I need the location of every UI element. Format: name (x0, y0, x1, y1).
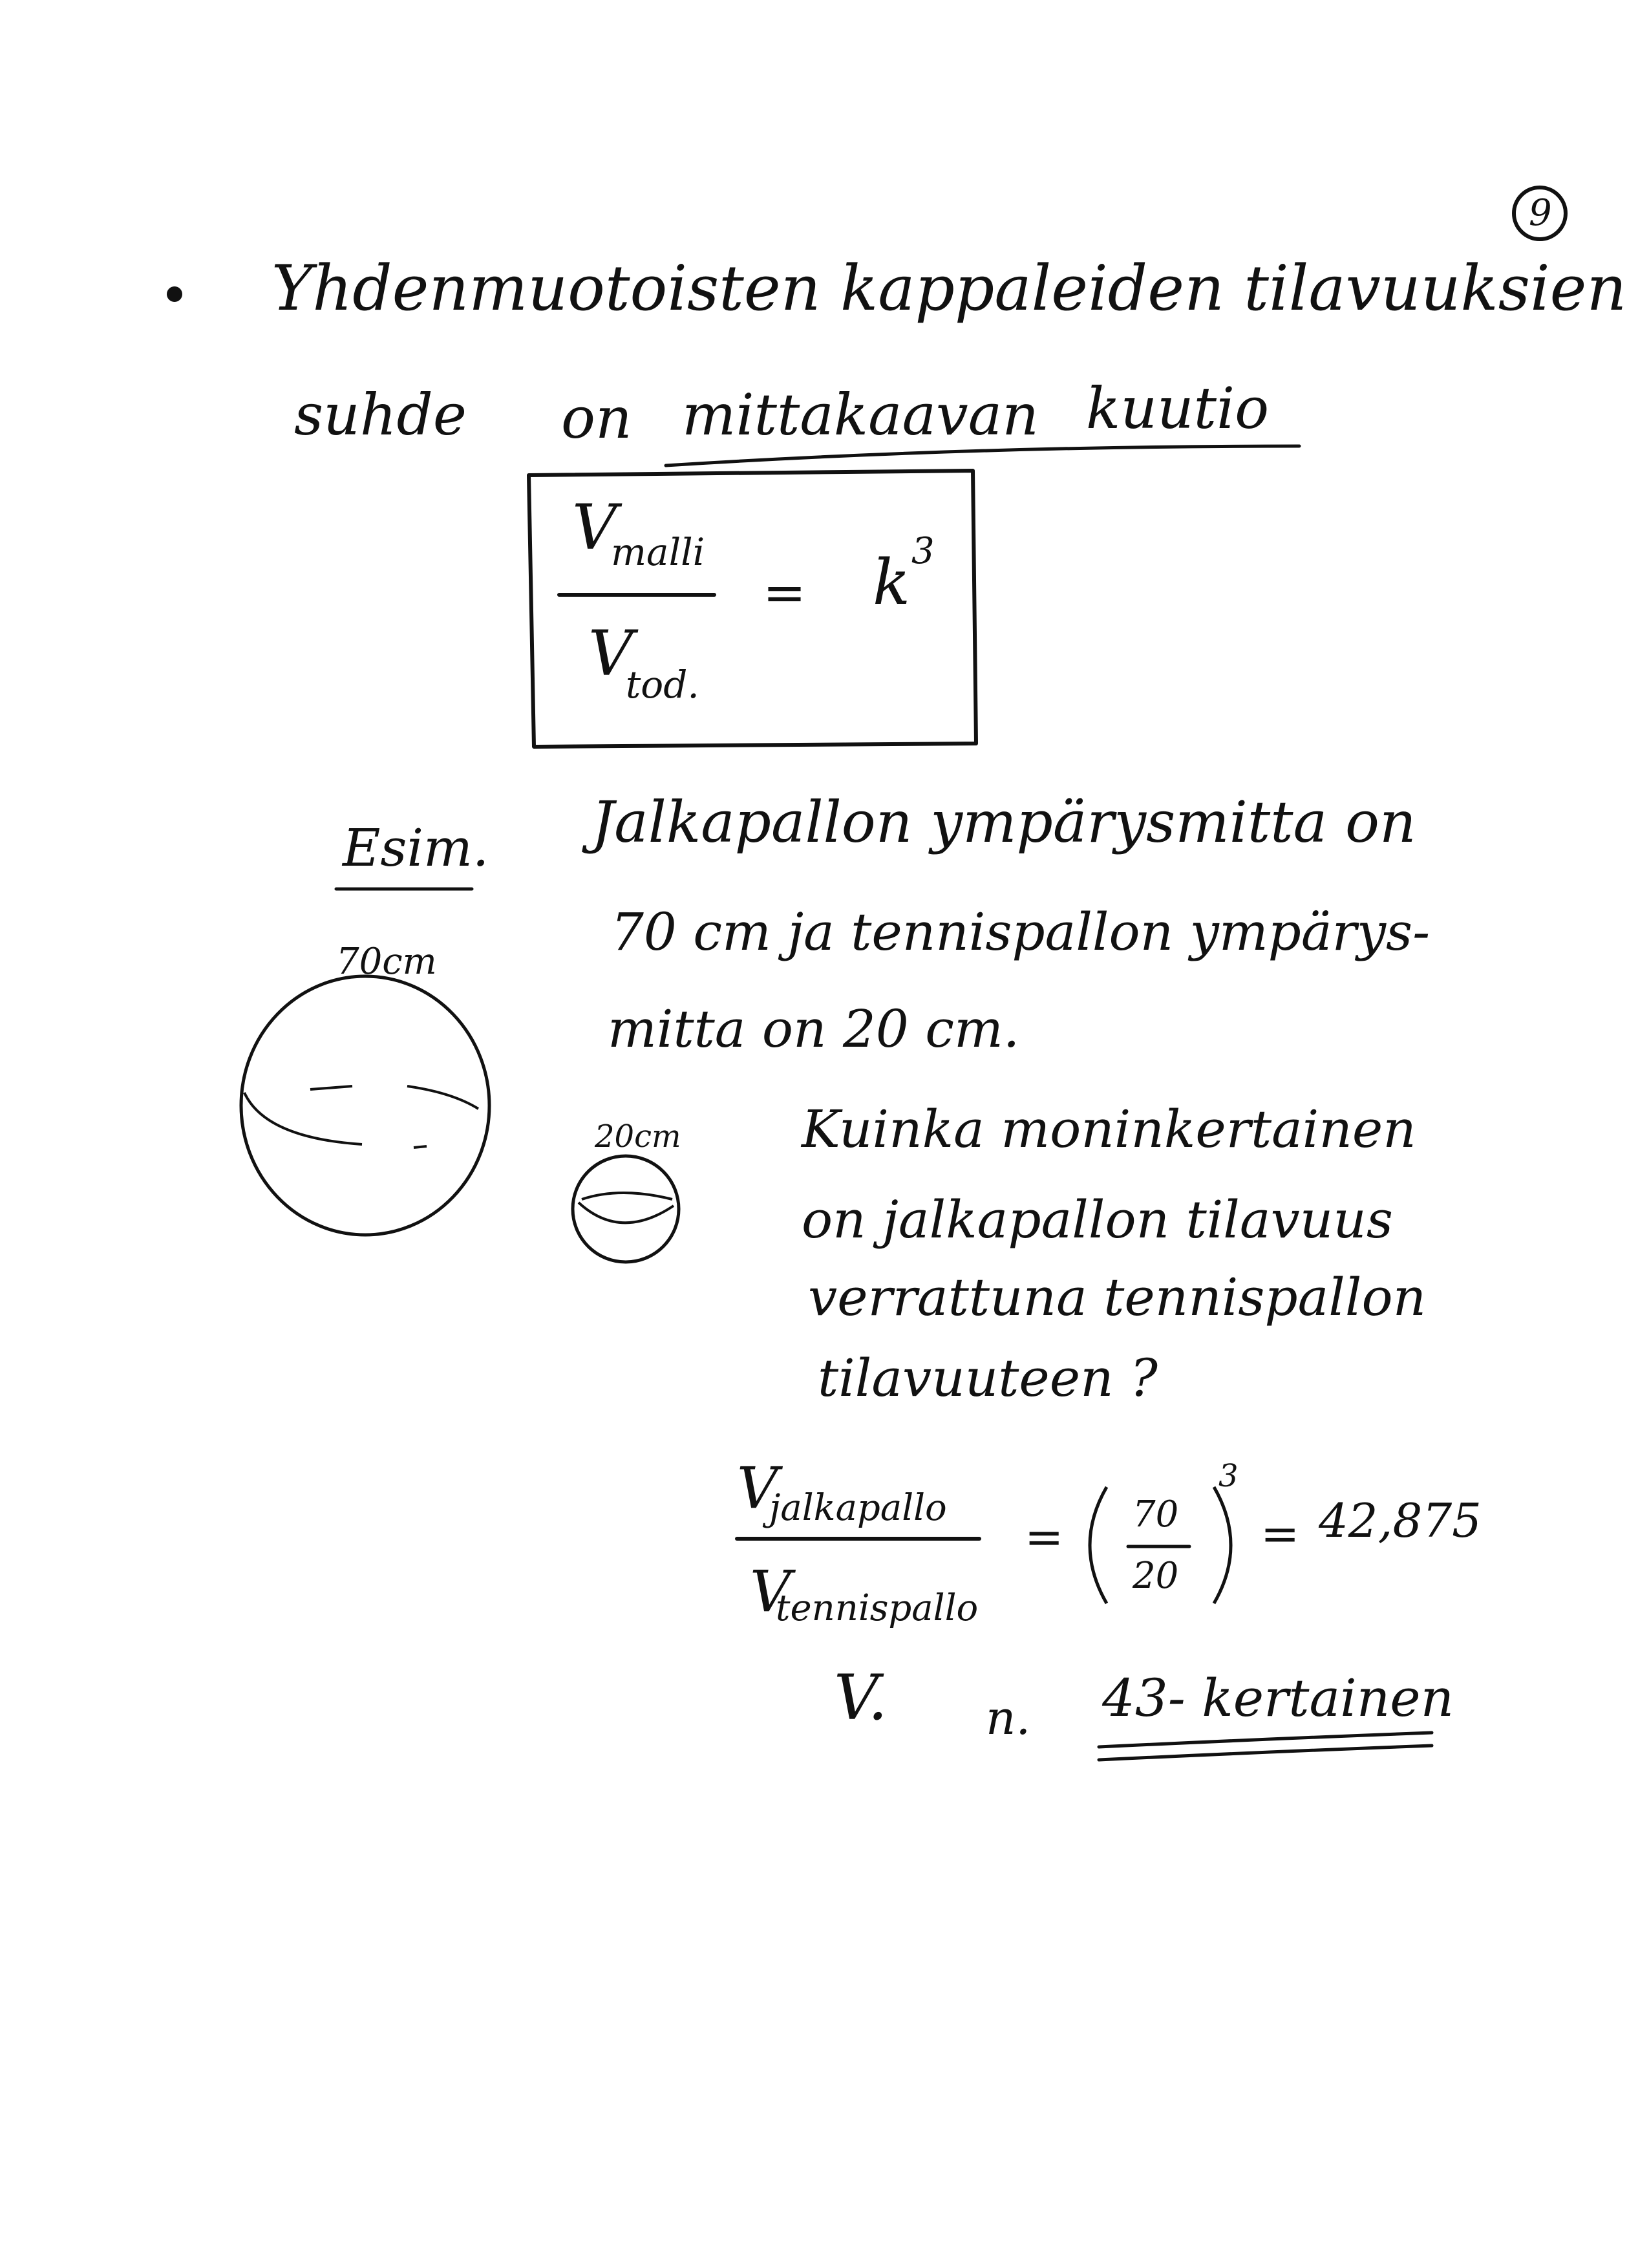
example-text-line-3: mitta on 20 cm. (608, 999, 1020, 1059)
answer-underline-1 (1099, 1733, 1432, 1747)
rule-line-1: Yhdenmuotoisten kappaleiden tilavuuksien (271, 252, 1627, 325)
solution-equals-1: = (1025, 1510, 1064, 1564)
solution-num-v: V (737, 1455, 778, 1521)
example-label: Esim. (343, 818, 489, 878)
rule-word-mittakaavan: mittakaavan (682, 381, 1039, 448)
formula-k: k (873, 546, 911, 619)
football-label: 70cm (336, 941, 437, 983)
example-text-line-1: Jalkapallon ympärysmitta on (591, 789, 1416, 855)
answer-underline-2 (1099, 1746, 1432, 1760)
rule-word-kuutio: kuutio (1086, 375, 1270, 442)
tennis-ball-drawing (573, 1156, 679, 1262)
question-line-3: verrattuna tennispallon (808, 1267, 1427, 1327)
right-paren (1214, 1487, 1231, 1603)
left-paren (1090, 1487, 1107, 1603)
answer-prefix: V. (834, 1662, 888, 1734)
answer-value: 43- kertainen (1102, 1668, 1454, 1728)
answer-n: n. (986, 1691, 1031, 1745)
ratio-numerator: 70 (1133, 1493, 1179, 1535)
formula-denominator-sub: tod. (626, 663, 699, 707)
tennis-ball-label: 20cm (595, 1118, 681, 1155)
underline-mittakaavan (666, 446, 1299, 465)
football-drawing (241, 976, 489, 1235)
question-line-2: on jalkapallon tilavuus (802, 1190, 1393, 1250)
question-line-4: tilavuuteen ? (818, 1348, 1158, 1408)
question-line-1: Kuinka moninkertainen (802, 1099, 1416, 1159)
rule-word-on: on (561, 385, 632, 451)
ratio-exponent: 3 (1218, 1458, 1239, 1494)
example-text-line-2: 70 cm ja tennispallon ympärys- (611, 902, 1431, 962)
formula-denominator-v: V (588, 617, 633, 690)
solution-result: 42,875 (1319, 1493, 1482, 1548)
formula-numerator-v: V (572, 491, 617, 564)
solution-den-v: V (750, 1558, 791, 1625)
rule-word-suhde: suhde (294, 381, 467, 448)
solution-equals-2: = (1261, 1506, 1300, 1561)
page-number: 9 (1529, 192, 1552, 234)
formula-equals: = (763, 562, 807, 623)
bullet-dot (167, 286, 182, 302)
formula-numerator-sub: malli (611, 530, 705, 574)
solution-den-sub: tennispallo (776, 1587, 979, 1629)
ratio-denominator: 20 (1133, 1555, 1179, 1597)
formula-exponent: 3 (911, 530, 935, 572)
solution-num-sub: jalkapallo (769, 1487, 947, 1529)
